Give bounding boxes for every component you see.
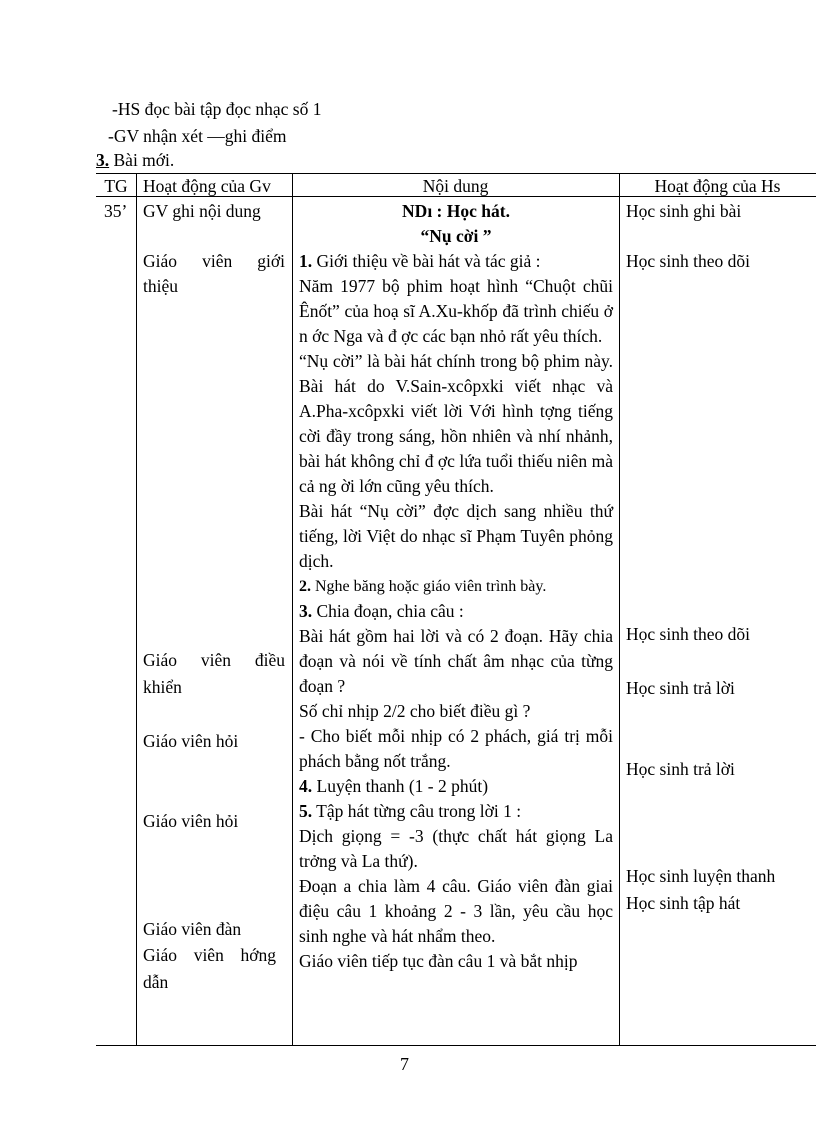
student-activity-follow-2: Học sinh theo dõi	[626, 624, 750, 644]
student-activity-follow-1: Học sinh theo dõi	[626, 251, 750, 271]
section-intro-number: 1.	[299, 251, 313, 271]
section-heading-new-lesson	[96, 148, 174, 173]
header-teacher-activity: Hoạt động của Gv	[143, 176, 271, 196]
header-content: Nội dung	[422, 176, 489, 196]
intro-line-teacher-grade: -GV nhận xét —ghi điểm	[108, 126, 287, 146]
teacher-activity-ask-1: Giáo viên hỏi	[143, 731, 239, 751]
song-title: “Nụ cời ”	[420, 226, 492, 246]
paragraph-section-a: Đoạn a chia làm 4 câu. Giáo viên đàn giai điệu câu 1 khoảng 2 - 3 lần, yêu cầu học sinh nghe và hát nhẩm theo.	[299, 876, 613, 946]
section-number: 3.	[96, 150, 110, 170]
paragraph-transpose: Dịch giọng = -3 (thực chất hát giọng La trởng và La thứ).	[299, 826, 613, 871]
student-activity-answer-1: Học sinh trả lời	[626, 678, 735, 698]
teacher-activity-control	[143, 648, 285, 700]
teacher-activity-guide-line2: dẫn	[143, 972, 169, 992]
paragraph-translation: Bài hát “Nụ cời” đợc dịch sang nhiều thứ tiếng, lời Việt do nhạc sĩ Phạm Tuyên phỏng dịch.	[299, 501, 613, 571]
paragraph-film: Năm 1977 bộ phim hoạt hình “Chuột chũi Ênốt” của hoạ sĩ A.Xu-khốp đã trình chiếu ở n ớc Nga và đ ợc các bạn nhỏ rất yêu thích.	[299, 276, 613, 346]
student-activity-practice: Học sinh tập hát	[626, 893, 741, 913]
student-activity-warmup: Học sinh luyện thanh	[626, 866, 776, 886]
teacher-activity-introduce-line1: Giáo viên giới	[143, 251, 285, 271]
paragraph-song-structure: Bài hát gồm hai lời và có 2 đoạn. Hãy chia đoạn và nói về tính chất âm nhạc của từng đoạn ?	[299, 626, 613, 696]
header-student-activity: Hoạt động của Hs	[654, 176, 781, 196]
section-practice	[299, 799, 613, 824]
section-intro-title: Giới thiệu về bài hát và tác giả :	[312, 251, 541, 271]
section-divide-title: Chia đoạn, chia câu :	[312, 601, 464, 621]
student-activity-answer-2: Học sinh trả lời	[626, 759, 735, 779]
student-activity-write: Học sinh ghi bài	[626, 201, 742, 221]
section-practice-title: Tập hát từng câu trong lời 1 :	[312, 801, 522, 821]
teacher-activity-control-line2: khiển	[143, 677, 182, 697]
teacher-activity-ask-2: Giáo viên hỏi	[143, 811, 239, 831]
teacher-activity-guide-line1: Giáo viên hớng	[143, 945, 276, 965]
column-divider-2	[292, 173, 293, 1045]
content-title: NDı : Học hát.	[402, 201, 510, 221]
paragraph-time-signature-question: Số chỉ nhịp 2/2 cho biết điều gì ?	[299, 701, 531, 721]
section-practice-number: 5.	[299, 801, 313, 821]
teacher-activity-control-line1: Giáo viên điều	[143, 650, 285, 670]
section-listen	[299, 574, 613, 599]
paragraph-song-authors: “Nụ cời” là bài hát chính trong bộ phim này. Bài hát do V.Sain-xcôpxki viết nhạc và A.Pha-xcôpxki viết lời Với hình tợng tiếng cời đầy trong sáng, hồn nhiên và nhí nhảnh, bài hát không chỉ đ ợc lứa tuổi thiếu niên mà cả ng ời lớn cũng yêu thích.	[299, 351, 613, 496]
intro-line-read-exercise: -HS đọc bài tập đọc nhạc số 1	[112, 99, 322, 119]
section-divide-number: 3.	[299, 601, 313, 621]
header-tg: TG	[104, 176, 128, 196]
section-warmup	[299, 774, 613, 799]
column-divider-1	[136, 173, 137, 1045]
section-intro	[299, 249, 613, 274]
time-value: 35’	[104, 201, 128, 221]
section-divide	[299, 599, 613, 624]
section-title: Bài mới.	[109, 150, 175, 170]
page-number: 7	[400, 1054, 409, 1074]
section-listen-title: Nghe băng hoặc giáo viên trình bày.	[311, 578, 547, 595]
section-warmup-title: Luyện thanh (1 - 2 phút)	[312, 776, 489, 796]
teacher-activity-guide	[143, 943, 276, 995]
paragraph-continue: Giáo viên tiếp tục đàn câu 1 và bắt nhịp	[299, 951, 578, 971]
teacher-activity-write: GV ghi nội dung	[143, 201, 261, 221]
content-column	[299, 199, 613, 974]
paragraph-time-signature-answer: - Cho biết mỗi nhịp có 2 phách, giá trị mỗi phách bằng nốt trắng.	[299, 726, 613, 771]
teacher-activity-play: Giáo viên đàn	[143, 919, 242, 939]
teacher-activity-introduce-line2: thiệu	[143, 276, 178, 296]
column-divider-3	[619, 173, 620, 1045]
section-listen-number: 2.	[299, 578, 311, 595]
section-warmup-number: 4.	[299, 776, 313, 796]
teacher-activity-introduce	[143, 249, 285, 299]
table-bottom-border	[96, 1045, 816, 1046]
